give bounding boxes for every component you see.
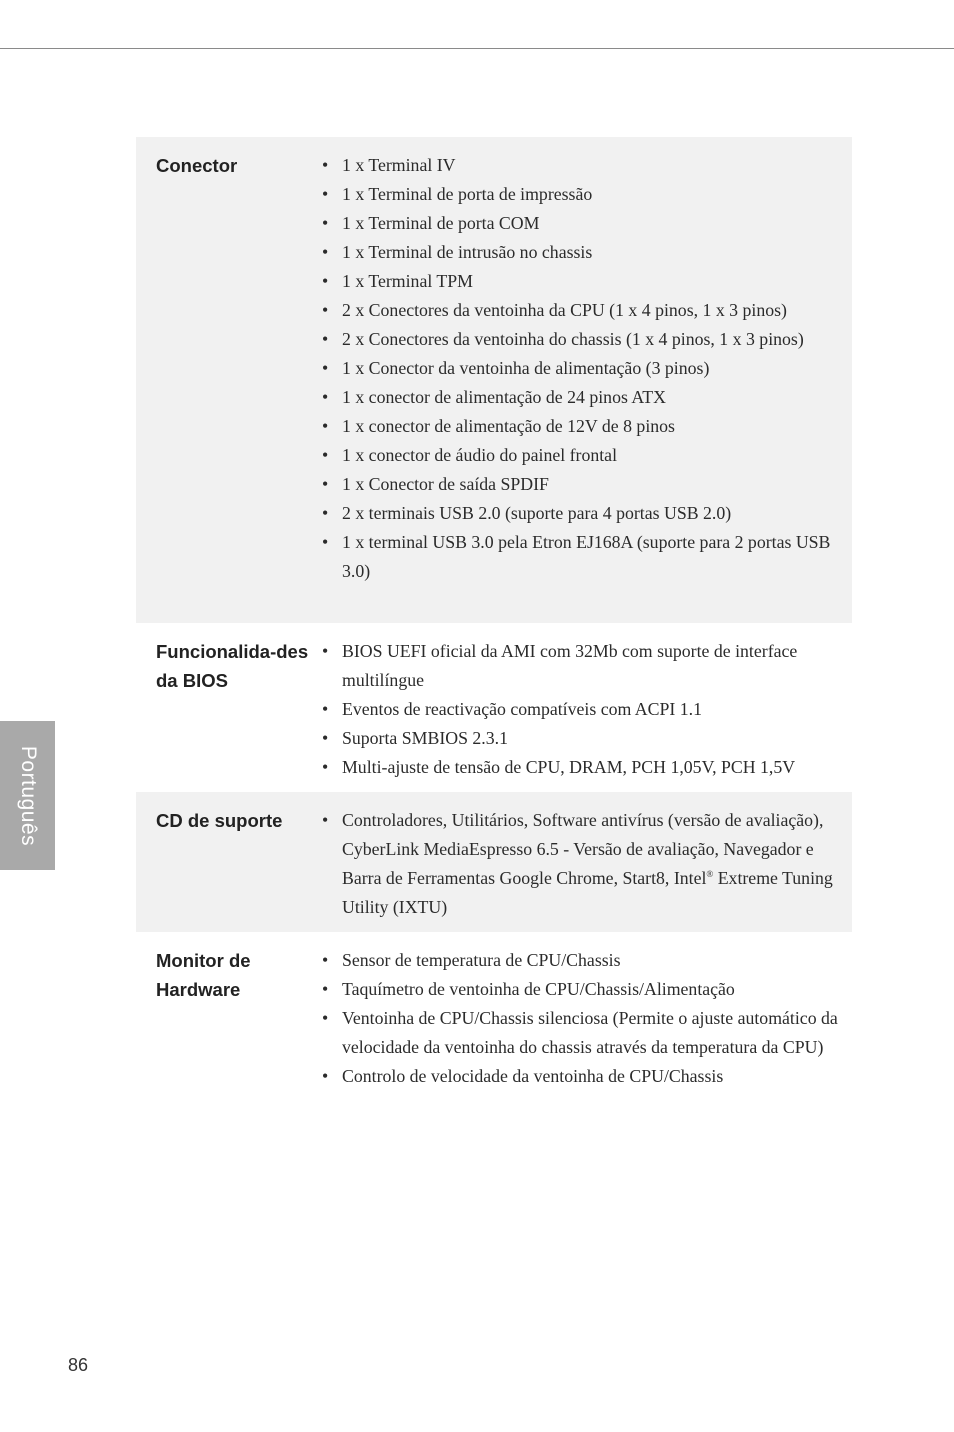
page-number: 86 [68, 1355, 89, 1375]
bullet-icon: • [322, 950, 329, 970]
registered-trademark-mark: ® [706, 869, 714, 879]
spec-label-hardware-monitor: Monitor de Hardware [156, 950, 251, 1000]
header-rule [0, 48, 954, 49]
spec-label-bios: Funcionalida-des da BIOS [156, 641, 309, 691]
bullet-icon: • [322, 300, 329, 320]
spec-list-item: • 2 x Conectores da ventoinha do chassis (1 x 4 pinos, 1 x 3 pinos) [322, 325, 838, 354]
bullet-icon: • [322, 155, 329, 175]
spec-list-support-cd [322, 806, 838, 932]
spec-list-item: • 1 x conector de alimentação de 24 pinos ATX [322, 383, 838, 412]
spec-list-item: • 1 x conector de áudio do painel frontal [322, 441, 838, 470]
spec-list-item: • Controladores, Utilitários, Software antivírus (versão de avaliação), CyberLink MediaEspresso 6.5 - Versão de avaliação, Navegador e Barra de Ferramentas Google Chrome, Start8, Intel® Extreme Tuning Utility (IXTU) [322, 806, 838, 922]
bullet-icon: • [322, 416, 329, 436]
spec-label-support-cd: CD de suporte [156, 810, 283, 831]
bullet-icon: • [322, 271, 329, 291]
bullet-icon: • [322, 1008, 329, 1028]
language-tab-label: Português [16, 745, 40, 846]
bullet-icon: • [322, 699, 329, 719]
bullet-icon: • [322, 641, 329, 661]
bullet-icon: • [322, 979, 329, 999]
spec-row-hardware-monitor [136, 932, 852, 1132]
spec-list-item: • Eventos de reactivação compatíveis com ACPI 1.1 [322, 695, 838, 724]
bullet-icon: • [322, 728, 329, 748]
spec-list-item: • 1 x Terminal de porta de impressão [322, 180, 838, 209]
bullet-icon: • [322, 810, 329, 830]
bullet-icon: • [322, 445, 329, 465]
bullet-icon: • [322, 329, 329, 349]
spec-list-item: • 2 x Conectores da ventoinha da CPU (1 x 4 pinos, 1 x 3 pinos) [322, 296, 838, 325]
bullet-icon: • [322, 184, 329, 204]
bullet-icon: • [322, 213, 329, 233]
spec-list-item: • 1 x Terminal de porta COM [322, 209, 838, 238]
spec-list-item: • Multi-ajuste de tensão de CPU, DRAM, PCH 1,05V, PCH 1,5V [322, 753, 838, 782]
spec-list-bios [322, 637, 838, 792]
spec-list-item: • 1 x Conector da ventoinha de alimentação (3 pinos) [322, 354, 838, 383]
spec-list-item: • Ventoinha de CPU/Chassis silenciosa (Permite o ajuste automático da velocidade da ventoinha do chassis através da temperatura da CPU) [322, 1004, 838, 1062]
bullet-icon: • [322, 532, 329, 552]
spec-list-item: • Controlo de velocidade da ventoinha de CPU/Chassis [322, 1062, 838, 1091]
bullet-icon: • [322, 757, 329, 777]
spec-list-item: • BIOS UEFI oficial da AMI com 32Mb com suporte de interface multilíngue [322, 637, 838, 695]
spec-list-item: • 1 x Terminal TPM [322, 267, 838, 296]
bullet-icon: • [322, 242, 329, 262]
bullet-icon: • [322, 1066, 329, 1086]
bullet-icon: • [322, 503, 329, 523]
spec-row-bios [136, 623, 852, 792]
spec-list-item: • 1 x Conector de saída SPDIF [322, 470, 838, 499]
spec-list-item: • Sensor de temperatura de CPU/Chassis [322, 946, 838, 975]
spec-label-connector: Conector [156, 155, 238, 176]
bullet-icon: • [322, 387, 329, 407]
spec-list-connector [322, 151, 838, 623]
spec-list-item: • 2 x terminais USB 2.0 (suporte para 4 portas USB 2.0) [322, 499, 838, 528]
spec-list-hardware-monitor [322, 946, 838, 1132]
spec-list-item: • 1 x conector de alimentação de 12V de 8 pinos [322, 412, 838, 441]
spec-list-item: • Taquímetro de ventoinha de CPU/Chassis/Alimentação [322, 975, 838, 1004]
language-tab [0, 721, 55, 870]
spec-list-item: • Suporta SMBIOS 2.3.1 [322, 724, 838, 753]
spec-list-item: • 1 x Terminal de intrusão no chassis [322, 238, 838, 267]
spec-row-support-cd [136, 792, 852, 932]
spec-list-item: • 1 x Terminal IV [322, 151, 838, 180]
spec-row-connector [136, 137, 852, 623]
bullet-icon: • [322, 474, 329, 494]
spec-list-item: • 1 x terminal USB 3.0 pela Etron EJ168A (suporte para 2 portas USB 3.0) [322, 528, 838, 586]
spec-table [136, 137, 852, 1132]
bullet-icon: • [322, 358, 329, 378]
